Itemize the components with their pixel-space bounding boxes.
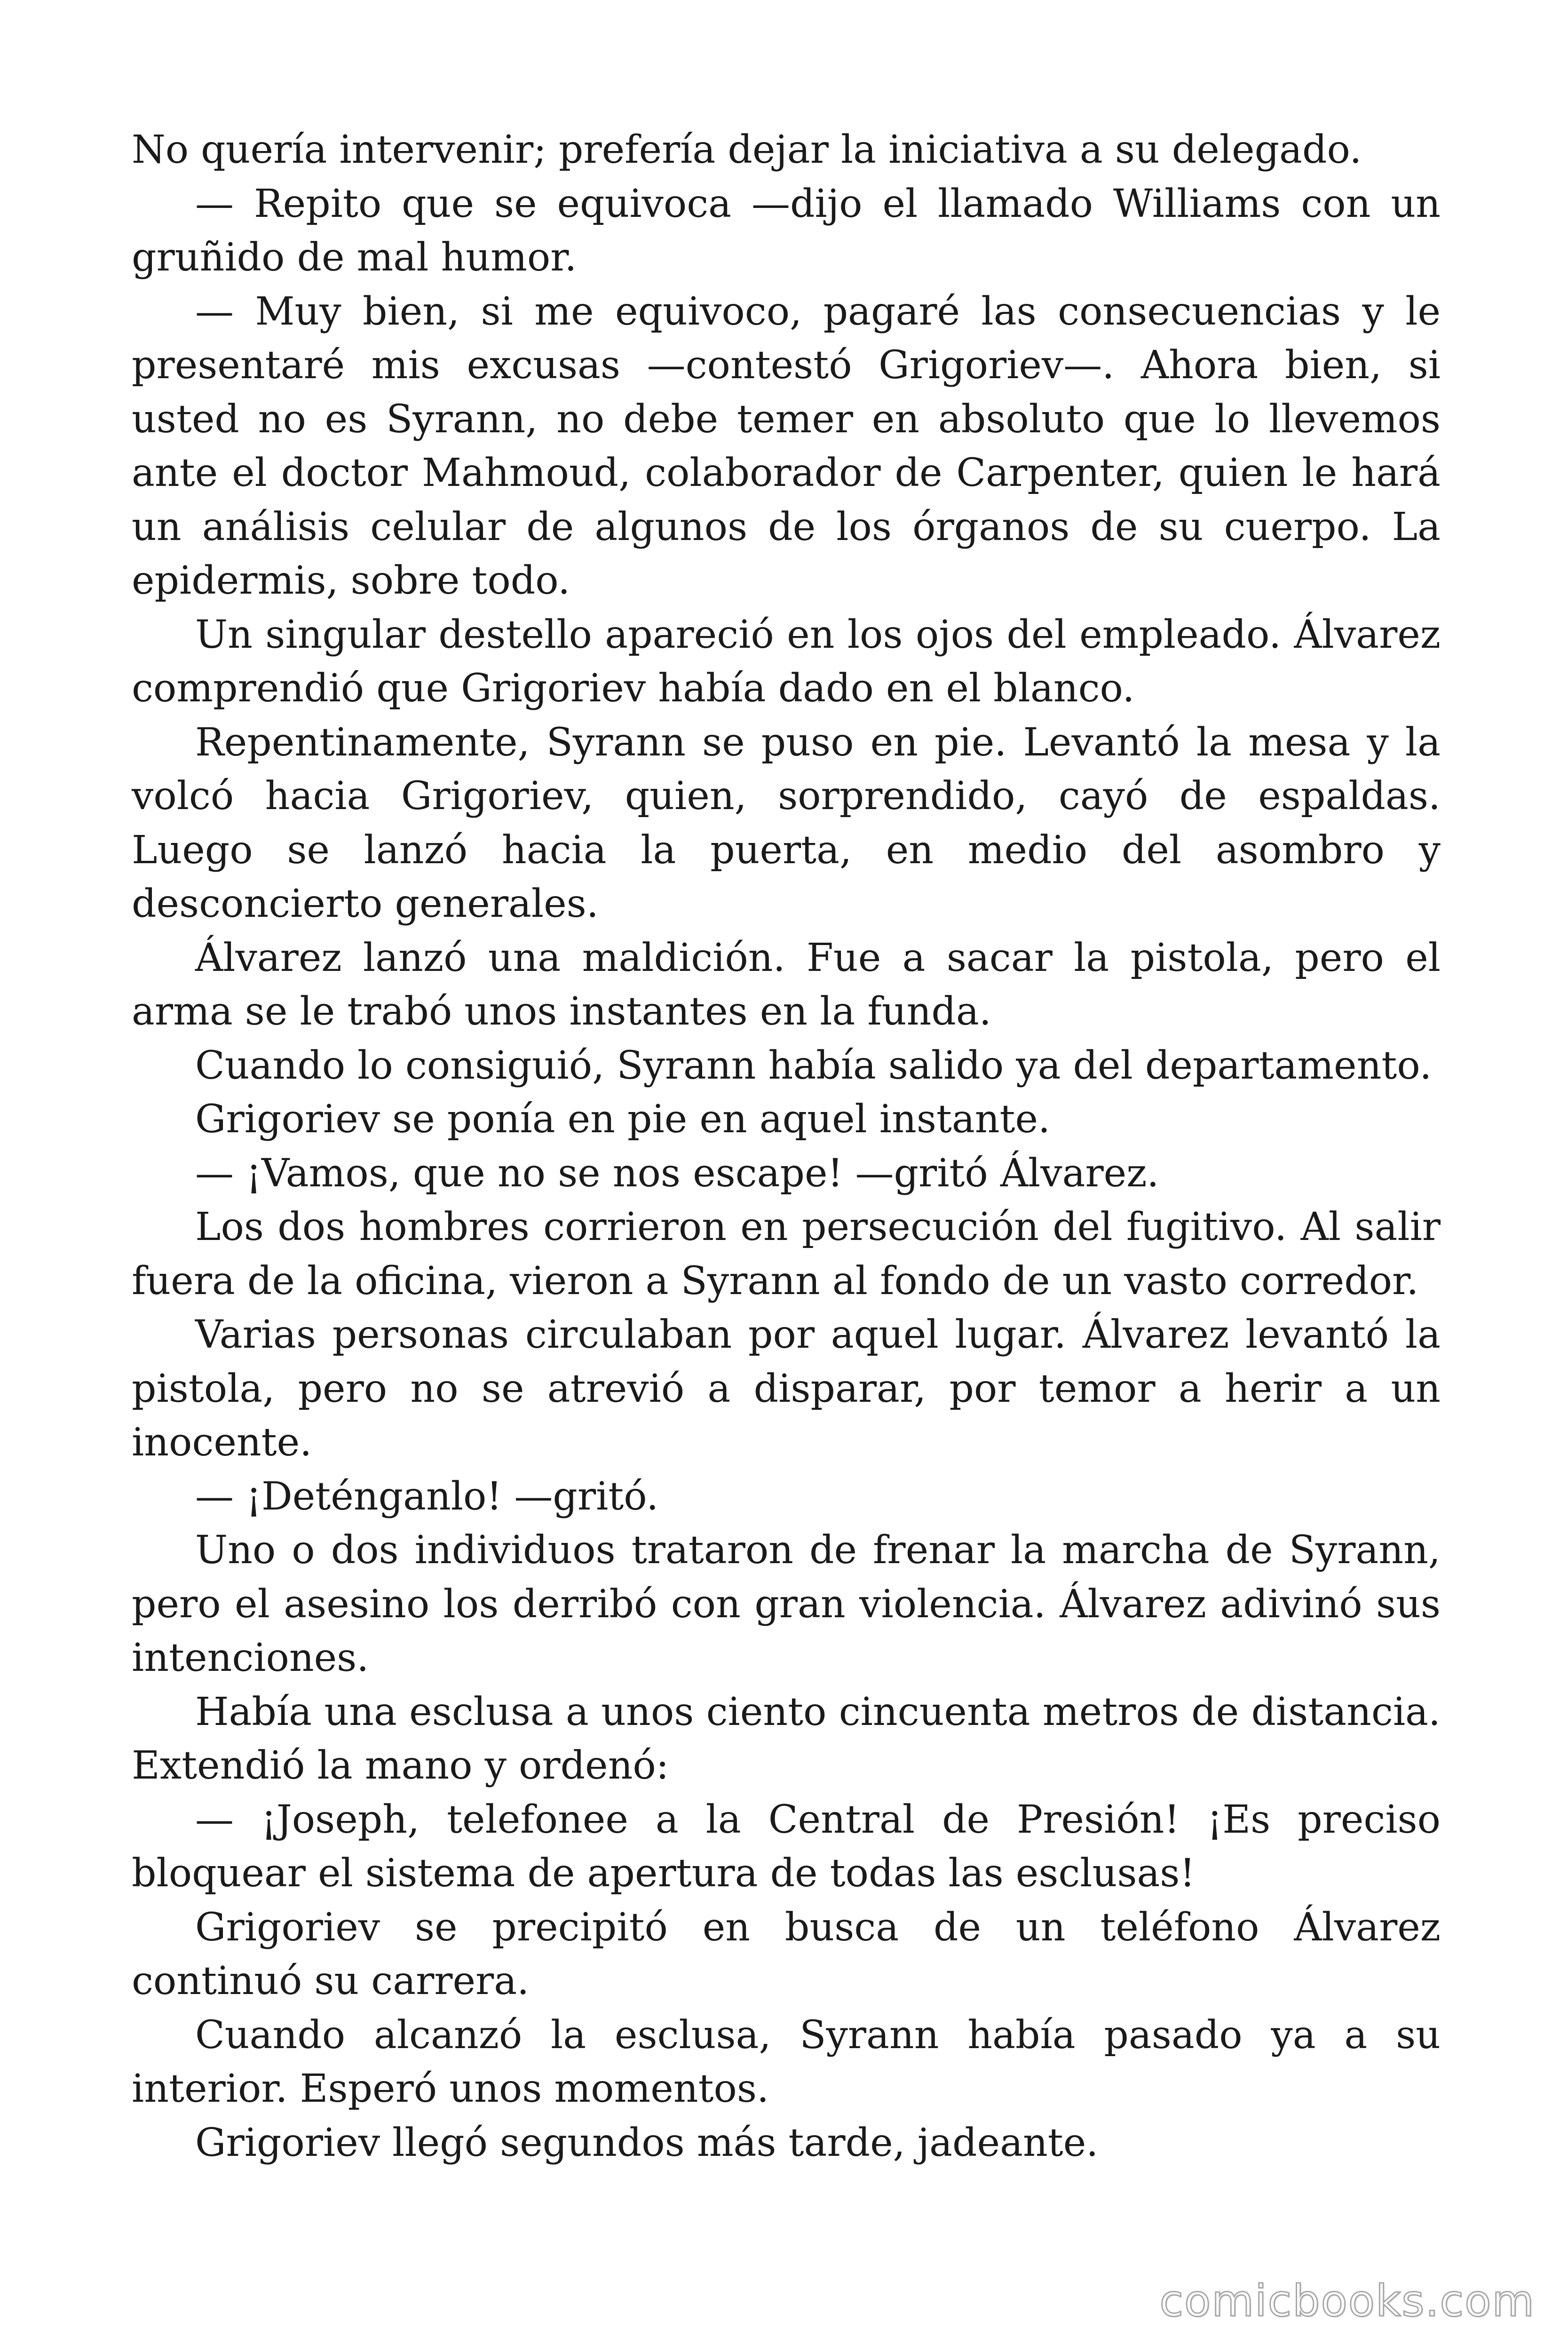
paragraph: Varias personas circulaban por aquel lugar. Álvarez levantó la pistola, pero no se atrevió a disparar, por temor a herir a un inocente. (132, 1312, 1441, 1465)
paragraph: — Muy bien, si me equivoco, pagaré las consecuencias y le presentaré mis excusas —contestó Grigoriev—. Ahora bien, si usted no es Syrann, no debe temer en absoluto que lo llevemos ante el doctor Mahmoud, colaborador de Carpenter, quien le hará un análisis celular de algunos de los órganos de su cuerpo. La epidermis, sobre todo. (132, 289, 1441, 603)
paragraph: — Repito que se equivoca —dijo el llamado Williams con un gruñido de mal humor. (132, 181, 1441, 280)
paragraph: Había una esclusa a unos ciento cincuenta metros de distancia. Extendió la mano y ordenó: (132, 1689, 1441, 1788)
paragraph: Grigoriev se precipitó en busca de un teléfono Álvarez continuó su carrera. (132, 1905, 1441, 2003)
paragraph: Álvarez lanzó una maldición. Fue a sacar la pistola, pero el arma se le trabó unos instantes en la funda. (132, 935, 1441, 1034)
paragraph: Un singular destello apareció en los ojos del empleado. Álvarez comprendió que Grigoriev había dado en el blanco. (132, 612, 1441, 711)
watermark: comicbooks.com (1159, 2276, 1535, 2326)
paragraph: Los dos hombres corrieron en persecución del fugitivo. Al salir fuera de la oficina, vieron a Syrann al fondo de un vasto corredor. (132, 1205, 1441, 1303)
paragraph: Grigoriev se ponía en pie en aquel instante. (195, 1097, 1051, 1142)
paragraph: — ¡Deténganlo! —gritó. (195, 1474, 659, 1519)
paragraph: Cuando alcanzó la esclusa, Syrann había pasado ya a su interior. Esperó unos momentos. (132, 2012, 1441, 2111)
body-text (132, 123, 1441, 2170)
paragraph: Cuando lo consiguió, Syrann había salido ya del departamento. (195, 1043, 1432, 1088)
paragraph: — ¡Joseph, telefonee a la Central de Presión! ¡Es preciso bloquear el sistema de apertura de todas las esclusas! (132, 1797, 1441, 1896)
paragraph: Repentinamente, Syrann se puso en pie. Levantó la mesa y la volcó hacia Grigoriev, quien, sorprendido, cayó de espaldas. Luego se lanzó hacia la puerta, en medio del asombro y desconcierto generales. (132, 720, 1441, 926)
paragraph: — ¡Vamos, que no se nos escape! —gritó Álvarez. (195, 1151, 1159, 1196)
paragraph: Uno o dos individuos trataron de frenar la marcha de Syrann, pero el asesino los derribó con gran violencia. Álvarez adivinó sus intenciones. (132, 1528, 1441, 1680)
paragraph: Grigoriev llegó segundos más tarde, jadeante. (195, 2120, 1099, 2165)
paragraph: No quería intervenir; prefería dejar la iniciativa a su delegado. (132, 127, 1362, 172)
